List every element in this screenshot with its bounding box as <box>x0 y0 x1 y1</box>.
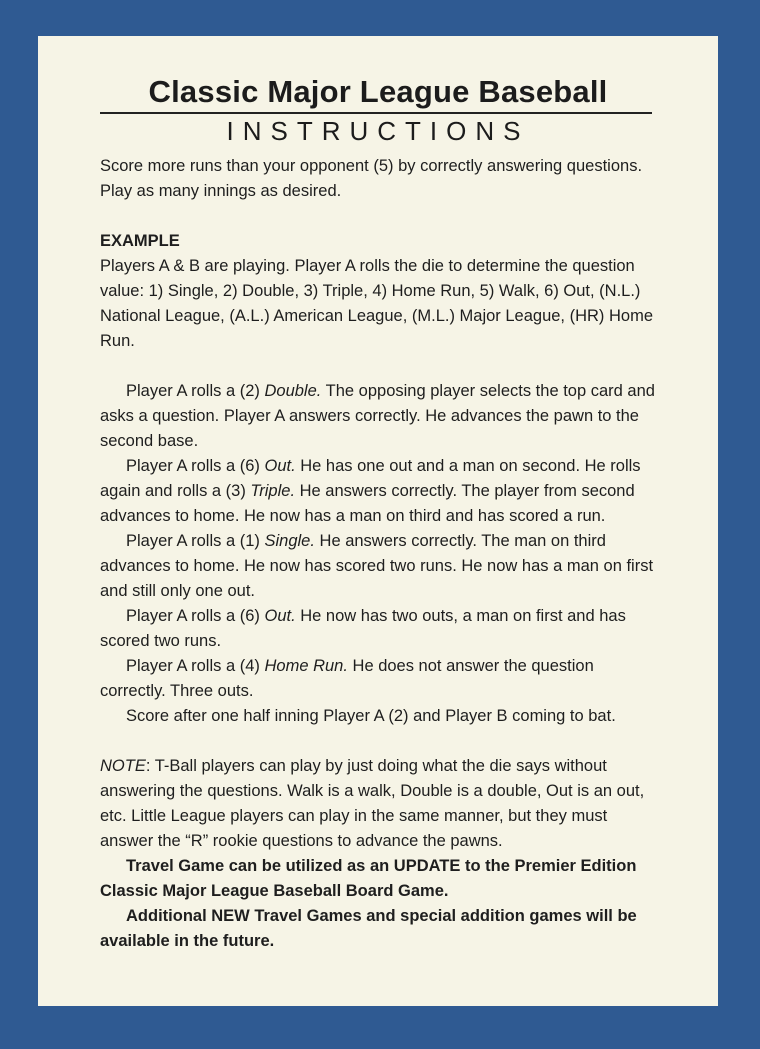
play-text: Player A rolls a (4) <box>126 657 265 675</box>
play-paragraph <box>100 529 656 604</box>
play-result: Out. <box>264 607 296 625</box>
card-subtitle: INSTRUCTIONS <box>226 116 530 146</box>
example-heading: EXAMPLE <box>100 232 180 250</box>
note-text: : T-Ball players can play by just doing what the die says without answering the questions. Walk is a walk, Double is a double, Out is an out, etc. Little League players can play in the same manner, but they must answer the “R” rookie questions to advance the pawns. <box>100 757 645 850</box>
play-paragraph <box>100 379 656 454</box>
play-text: He does not answer the question correctly. Three outs. <box>100 657 594 700</box>
title-divider <box>100 112 652 114</box>
instructions-body <box>100 154 656 954</box>
play-text: Player A rolls a (6) <box>126 457 265 475</box>
future-paragraph: Additional NEW Travel Games and special addition games will be available in the future. <box>100 907 637 950</box>
play-result: Double. <box>264 382 322 400</box>
play-text: Player A rolls a (6) <box>126 607 265 625</box>
play-text: He now has two outs, a man on first and has scored two runs. <box>100 607 626 650</box>
play-text: The opposing player selects the top card and asks a question. Player A answers correctly. He advances the pawn to the second base. <box>100 382 655 450</box>
play-result: Out. <box>264 457 296 475</box>
play-paragraph <box>100 654 656 704</box>
note-paragraph <box>100 754 656 854</box>
play-text: He answers correctly. The player from second advances to home. He now has a man on third and has scored a run. <box>100 482 635 525</box>
play-result: Home Run. <box>264 657 348 675</box>
instruction-card <box>38 36 718 1006</box>
play-text: He has one out and a man on second. He rolls again and rolls a (3) <box>100 457 641 500</box>
card-title: Classic Major League Baseball <box>148 74 608 109</box>
play-text: He answers correctly. The man on third advances to home. He now has scored two runs. He now has a man on first and still only one out. <box>100 532 654 600</box>
score-summary: Score after one half inning Player A (2) and Player B coming to bat. <box>126 707 616 725</box>
intro-paragraph: Score more runs than your opponent (5) by correctly answering questions. Play as many innings as desired. <box>100 157 643 200</box>
play-paragraph <box>100 604 656 654</box>
update-paragraph: Travel Game can be utilized as an UPDATE to the Premier Edition Classic Major League Baseball Board Game. <box>100 857 637 900</box>
play-paragraph <box>100 454 656 529</box>
example-paragraph: Players A & B are playing. Player A rolls the die to determine the question value: 1) Single, 2) Double, 3) Triple, 4) Home Run, 5) Walk, 6) Out, (N.L.) National League, (A.L.) American League, (M.L.) Major League, (HR) Home Run. <box>100 257 654 350</box>
play-text: Player A rolls a (2) <box>126 382 265 400</box>
note-label: NOTE <box>100 757 146 775</box>
play-text: Player A rolls a (1) <box>126 532 265 550</box>
play-result: Single. <box>264 532 315 550</box>
play-result: Triple. <box>250 482 296 500</box>
